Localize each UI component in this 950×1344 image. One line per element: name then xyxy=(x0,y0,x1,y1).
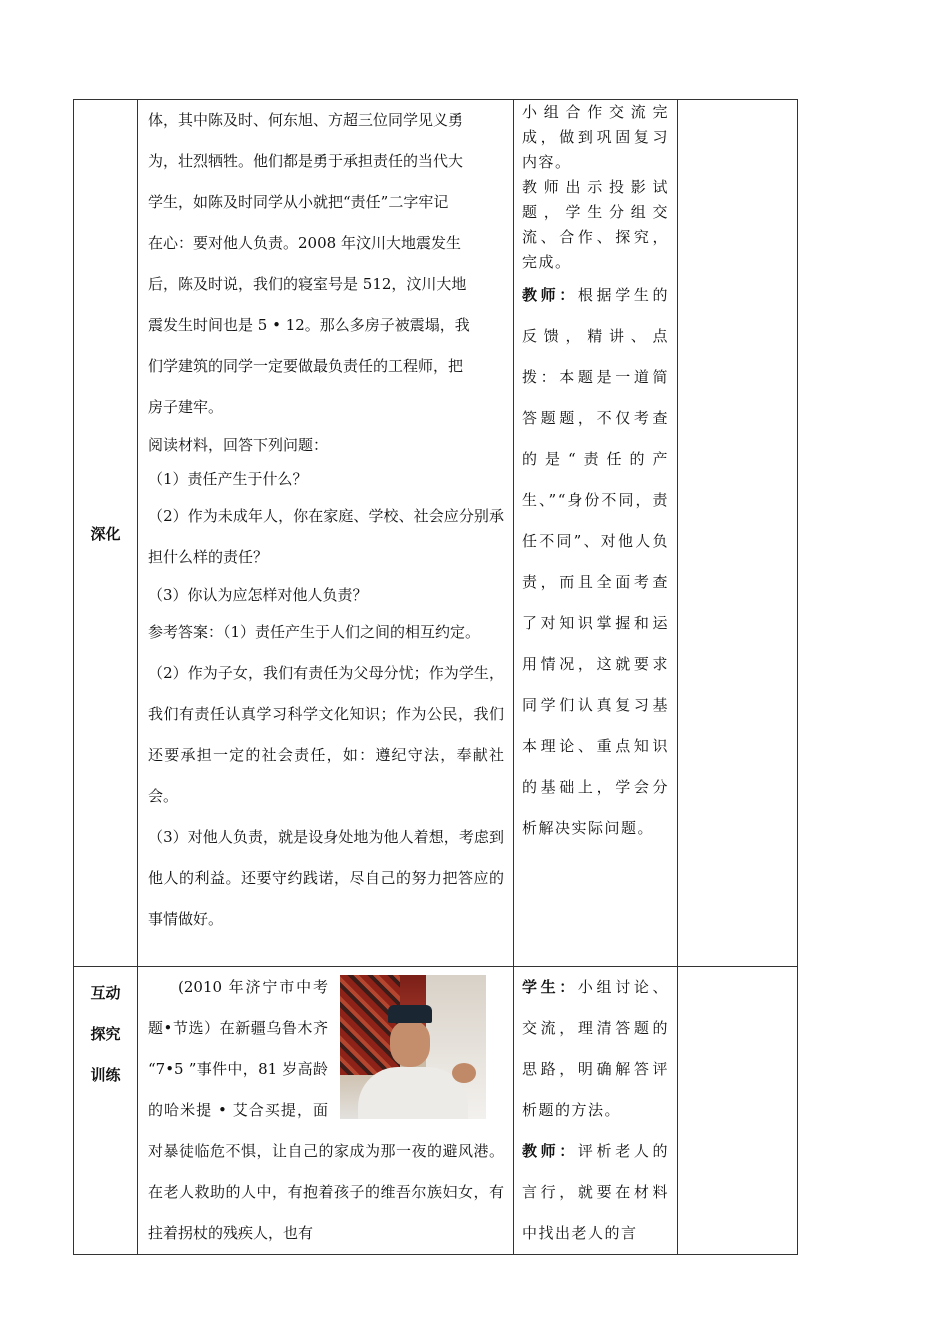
material-line: 学生，如陈及时同学从小就把“责任”二字牢记 xyxy=(148,193,449,211)
activity-cell xyxy=(514,100,678,967)
student-activity xyxy=(522,967,669,1131)
student-text: 小组讨论、交流，理清答题的思路，明确解答评析题的方法。 xyxy=(522,978,669,1119)
teacher-label: 教师： xyxy=(522,286,578,304)
activity-cell xyxy=(514,967,678,1255)
question-intro: 阅读材料，回答下列问题： xyxy=(148,436,329,454)
student-label: 学生： xyxy=(522,978,578,996)
table-row xyxy=(74,100,798,967)
material-line: 房子建牢。 xyxy=(148,398,224,416)
material-line: 在心：要对他人负责。2008 年汶川大地震发生 xyxy=(148,234,461,252)
question-2: （2）作为未成年人，你在家庭、学校、社会应分别承担什么样的责任？ xyxy=(148,507,504,566)
teacher-text: 根据学生的反馈，精讲、点拨：本题是一道简答题题，不仅考查的是“责任的产生、”“身份不同，责任不同”、对他人负责，而且全面考查了对知识掌握和运用情况，这就要求同学们认真复习基本理论、重点知识的基础上，学会分析解决实际问题。 xyxy=(522,286,669,837)
question-1: （1）责任产生于什么？ xyxy=(148,470,308,488)
material-line: 体，其中陈及时、何东旭、方超三位同学见义勇 xyxy=(148,111,464,129)
notes-cell xyxy=(678,967,798,1255)
lesson-plan-table xyxy=(73,99,798,1255)
elderly-man-photo xyxy=(340,975,486,1119)
teacher-text: 评析老人的言行，就要在材料中找出老人的言 xyxy=(522,1142,669,1242)
material-line: 震发生时间也是 5 • 12。那么多房子被震塌，我 xyxy=(148,316,470,334)
table-row xyxy=(74,967,798,1255)
label-line: 探究 xyxy=(90,1025,121,1043)
teacher-feedback xyxy=(522,275,669,849)
teacher-activity xyxy=(522,1131,669,1254)
exercise-text: (2010 年济宁市中考题•节选）在新疆乌鲁木齐 “7•5 ”事件中，81 岁高龄的哈米提 • 艾合买提，面对暴徒临危不惧，让自己的家成为那一夜的避风港。在老人救助的人中，有抱着孩子的维吾尔族妇女，有拄着拐杖的残疾人，也有 xyxy=(148,978,504,1242)
material-line: 们学建筑的同学一定要做最负责任的工程师，把 xyxy=(148,357,464,375)
row-label-interactive xyxy=(74,967,138,1255)
material-line: 后，陈及时说，我们的寝室号是 512，汶川大地 xyxy=(148,275,467,293)
notes-cell xyxy=(678,100,798,967)
material-line: 为，壮烈牺牲。他们都是勇于承担责任的当代大 xyxy=(148,152,464,170)
question-3: （3）你认为应怎样对他人负责？ xyxy=(148,586,368,604)
activity-projection: 教师出示投影试题，学生分组交流、合作、探究，完成。 xyxy=(522,178,669,271)
row-label-deepen: 深化 xyxy=(74,100,138,967)
label-line: 互动 xyxy=(90,984,121,1002)
answer-1: 参考答案：（1）责任产生于人们之间的相互约定。 xyxy=(148,623,481,641)
label-line: 训练 xyxy=(90,1066,121,1084)
teacher-label: 教师： xyxy=(522,1142,578,1160)
answer-3: （3）对他人负责，就是设身处地为他人着想，考虑到他人的利益。还要守约践诺，尽自己的努力把答应的事情做好。 xyxy=(148,828,504,928)
answer-2: （2）作为子女，我们有责任为父母分忧；作为学生，我们有责任认真学习科学文化知识；作为公民，我们还要承担一定的社会责任，如：遵纪守法，奉献社会。 xyxy=(148,664,504,805)
material-cell xyxy=(138,100,514,967)
activity-group-work: 小组合作交流完成，做到巩固复习内容。 xyxy=(522,103,669,171)
exercise-cell xyxy=(138,967,514,1255)
